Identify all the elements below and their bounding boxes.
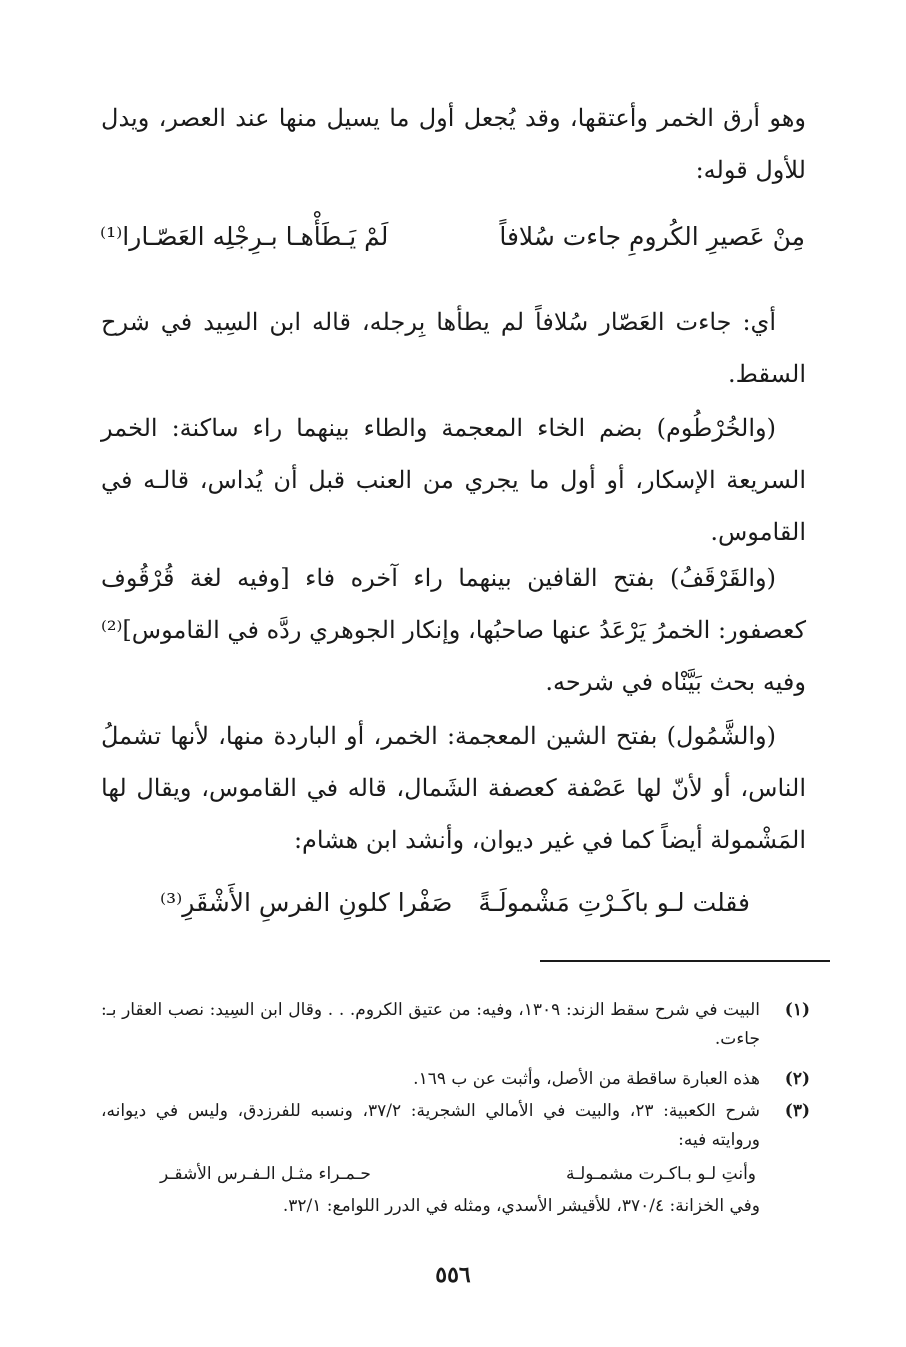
paragraph-4-text: (والقَرْقَفُ) بفتح القافين بينهما راء آخره فاء [وفيه لغة قُرْقُوف كعصفور: الخمرُ يَرْعَدُ عنها صاحبُها، وإنكار الجوهري ردَّه في القاموس]⁽²⁾ وفيه بحث بَيَّنْاه في شرحه.: [101, 564, 806, 696]
footnote-verse-second-hemistich: حـمـراء مثـل الـفـرس الأشقـر: [160, 1164, 371, 1184]
verse-1: [100, 222, 805, 262]
footnote-3: [101, 1097, 810, 1155]
verse-2: [160, 888, 750, 928]
paragraph-2-text: أي: جاءت العَصّار سُلافاً لم يطأها بِرجله، قاله ابن السِيد في شرح السقط.: [101, 308, 806, 388]
footnote-2: [101, 1065, 810, 1094]
footnote-3-number: (٣): [784, 1101, 810, 1121]
footnote-1-text: البيت في شرح سقط الزند: ١٣٠٩، وفيه: من عتيق الكروم. . . وقال ابن السِيد: نصب العقار بـ: جاءت.: [101, 1000, 760, 1049]
paragraph-3: [101, 402, 806, 558]
footnote-3-continuation: وفي الخزانة: ٣٧٠/٤، للأقيشر الأسدي، ومثله في الدرر اللوامع: ٣٢/١.: [282, 1196, 760, 1216]
footnote-3-text: شرح الكعبية: ٢٣، والبيت في الأمالي الشجرية: ٣٧/٢، ونسبه للفرزدق، وليس في ديوانه، وروايته فيه:: [101, 1101, 761, 1150]
page-number: ٥٥٦: [435, 1262, 471, 1288]
footnote-divider: [540, 960, 830, 962]
verse-1-first-hemistich: مِنْ عَصيرِ الكُرومِ جاءت سُلافاً: [499, 222, 805, 251]
footnote-2-text: هذه العبارة ساقطة من الأصل، وأثبت عن ب ١٦٩.: [413, 1069, 760, 1089]
paragraph-5-text: (والشَّمُول) بفتح الشين المعجمة: الخمر، أو الباردة منها، لأنها تشملُ الناس، أو لأنّ لها عَصْفة كعصفة الشَمال، قاله في القاموس، ويقال لها المَشْمولة أيضاً كما في غير ديوان، وأنشد ابن هشام:: [101, 722, 806, 854]
paragraph-5: [101, 710, 806, 866]
verse-2-first-hemistich: فقلت لـو باكَـرْتِ مَشْمولَـةً: [478, 888, 750, 917]
footnote-2-number: (٢): [784, 1069, 810, 1089]
verse-1-second-hemistich: لَمْ يَـطَأْهـا بـرِجْلِه العَصّـارا⁽¹⁾: [100, 222, 389, 251]
paragraph-4: [101, 552, 806, 708]
verse-2-second-hemistich: صَفْرا كلونِ الفرسِ الأَشْقَرِ⁽³⁾: [160, 888, 453, 917]
footnote-1-number: (١): [784, 1000, 810, 1020]
paragraph-2: [101, 296, 806, 400]
footnote-1: [101, 996, 810, 1054]
paragraph-3-text: (والخُرْطُوم) بضم الخاء المعجمة والطاء بينهما راء ساكنة: الخمر السريعة الإسكار، أو أول ما يجري من العنب قبل أن يُداس، قالـه في القاموس.: [101, 414, 806, 546]
paragraph-1-text: وهو أرق الخمر وأعتقها، وقد يُجعل أول ما يسيل منها عند العصر، ويدل للأول قوله:: [101, 104, 806, 184]
footnote-verse-first-hemistich: وأنتِ لـو بـاكـرت مشمـولـة: [566, 1164, 756, 1184]
paragraph-1: [101, 92, 806, 196]
